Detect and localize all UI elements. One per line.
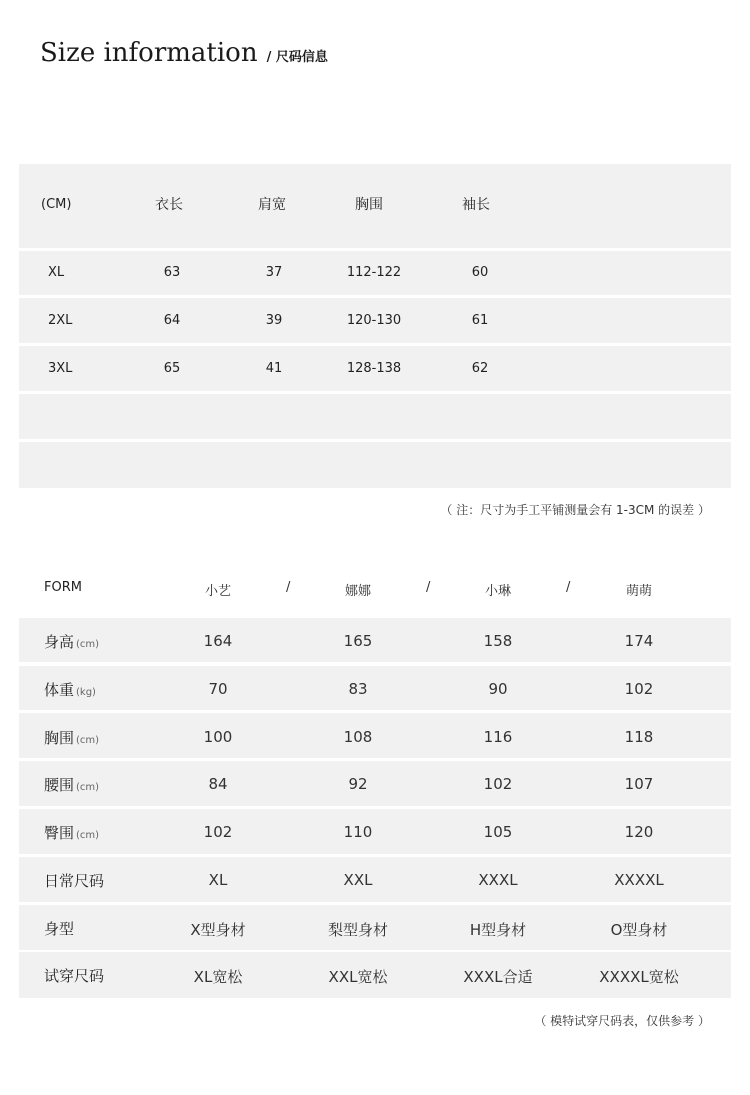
model-cell: XXXL合适 xyxy=(463,968,533,986)
model-cell: 120 xyxy=(624,823,654,841)
row-label-text: 体重 xyxy=(44,681,75,699)
model-cell: H型身材 xyxy=(469,921,527,939)
size-cell: 37 xyxy=(265,265,283,280)
row-label-unit: (cm) xyxy=(76,830,100,841)
model-name: 娜娜 xyxy=(344,584,372,599)
model-cell: 107 xyxy=(624,775,654,793)
row-label-text: 身高 xyxy=(44,633,75,651)
row-label-text: 试穿尺码 xyxy=(44,967,105,985)
model-cell: 83 xyxy=(348,680,368,698)
model-separator: / xyxy=(286,580,291,595)
model-cell: XXL宽松 xyxy=(328,968,388,986)
model-cell: 174 xyxy=(624,632,654,650)
model-cell: 102 xyxy=(203,823,233,841)
model-row-label xyxy=(44,727,99,748)
model-form-label: FORM xyxy=(44,580,82,595)
model-cell: XXL xyxy=(343,871,373,889)
size-cell: 61 xyxy=(471,313,489,328)
model-cell: XXXL xyxy=(478,871,518,889)
model-row-label xyxy=(44,631,99,652)
size-cell: 62 xyxy=(471,361,489,376)
model-separator: / xyxy=(566,580,571,595)
model-row-label xyxy=(44,822,99,843)
size-cell: 39 xyxy=(265,313,283,328)
model-cell: 164 xyxy=(203,632,233,650)
size-cell: 120-130 xyxy=(346,313,402,328)
size-table-empty-band xyxy=(19,394,731,439)
model-cell: XL xyxy=(208,871,228,889)
size-header-shoulder: 肩宽 xyxy=(258,197,286,213)
model-cell: 105 xyxy=(483,823,513,841)
size-cell: XL xyxy=(48,265,65,280)
model-cell: 100 xyxy=(203,728,233,746)
size-cell: 2XL xyxy=(48,313,73,328)
title-english: Size information xyxy=(40,38,258,68)
row-label-unit: (cm) xyxy=(76,735,100,746)
model-cell: O型身材 xyxy=(610,921,668,939)
size-table-empty-band xyxy=(19,442,731,488)
model-cell: 84 xyxy=(208,775,228,793)
model-cell: 165 xyxy=(343,632,373,650)
size-cell: 60 xyxy=(471,265,489,280)
model-cell: 70 xyxy=(208,680,228,698)
size-cell: 128-138 xyxy=(346,361,402,376)
model-cell: 108 xyxy=(343,728,373,746)
model-cell: XXXXL宽松 xyxy=(599,968,679,986)
model-cell: 158 xyxy=(483,632,513,650)
size-header-unit: (CM) xyxy=(41,197,72,212)
model-name: 小艺 xyxy=(204,584,232,599)
model-cell: 102 xyxy=(624,680,654,698)
model-cell: 92 xyxy=(348,775,368,793)
row-label-unit: (cm) xyxy=(76,782,100,793)
size-header-chest: 胸围 xyxy=(355,197,383,213)
model-cell: XXXXL xyxy=(614,871,664,889)
model-row-label xyxy=(44,774,99,795)
model-row-label xyxy=(44,965,104,986)
model-cell: 116 xyxy=(483,728,513,746)
size-table-note: （ 注：尺寸为手工平铺测量会有 1-3CM 的误差 ） xyxy=(440,503,710,517)
size-cell: 64 xyxy=(163,313,181,328)
size-header-sleeve: 袖长 xyxy=(462,197,490,213)
model-name: 小琳 xyxy=(484,584,512,599)
model-cell: X型身材 xyxy=(190,921,246,939)
row-label-text: 身型 xyxy=(44,920,75,938)
row-label-unit: (cm) xyxy=(76,639,100,650)
size-cell: 3XL xyxy=(48,361,73,376)
row-label-unit: (kg) xyxy=(76,687,96,698)
size-cell: 65 xyxy=(163,361,181,376)
model-cell: 110 xyxy=(343,823,373,841)
model-cell: XL宽松 xyxy=(193,968,243,986)
model-cell: 102 xyxy=(483,775,513,793)
model-table-note: （ 模特试穿尺码表，仅供参考 ） xyxy=(534,1014,710,1028)
title-chinese: / 尺码信息 xyxy=(266,50,328,65)
row-label-text: 日常尺码 xyxy=(44,872,105,890)
model-row-label xyxy=(44,918,74,939)
row-label-text: 胸围 xyxy=(44,729,75,747)
model-row-label xyxy=(44,679,96,700)
row-label-text: 腰围 xyxy=(44,776,75,794)
row-label-text: 臀围 xyxy=(44,824,75,842)
model-cell: 90 xyxy=(488,680,508,698)
model-cell: 118 xyxy=(624,728,654,746)
size-cell: 63 xyxy=(163,265,181,280)
model-row-label xyxy=(44,870,104,891)
size-cell: 112-122 xyxy=(346,265,402,280)
page-title xyxy=(40,38,328,68)
model-separator: / xyxy=(426,580,431,595)
size-cell: 41 xyxy=(265,361,283,376)
size-header-length: 衣长 xyxy=(155,197,183,213)
model-cell: 梨型身材 xyxy=(327,921,389,939)
model-name: 萌萌 xyxy=(625,584,653,599)
